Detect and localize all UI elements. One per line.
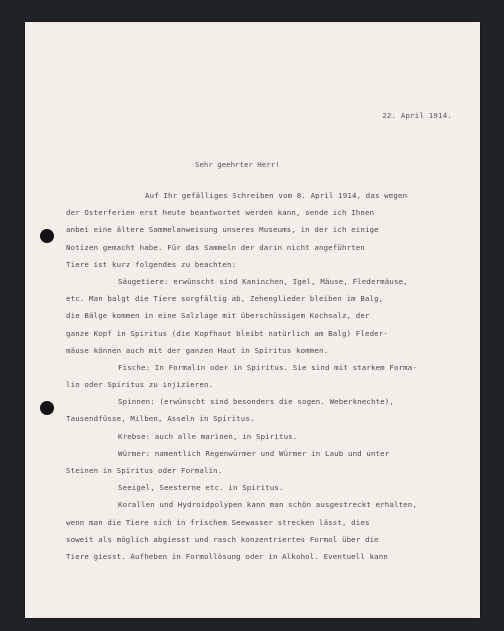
punch-hole-top: [40, 229, 54, 243]
salutation: Sehr geehrter Herr!: [195, 160, 280, 169]
letter-date: 22. April 1914.: [382, 111, 452, 120]
body-line: Tausendfüsse, Milben, Asseln in Spiritus.: [66, 414, 255, 424]
punch-hole-bottom: [40, 401, 54, 415]
body-line: der Osterferien erst heute beantwortet werden kann, sende ich Ihnen: [66, 208, 375, 218]
body-line: anbei eine ältere Sammelanweisung unseres Museums, in der ich einige: [66, 225, 379, 235]
body-line: Korallen und Hydroidpolypen kann man schön ausgestreckt erhalten,: [118, 500, 417, 510]
body-line: Auf Ihr gefälliges Schreiben vom 8. April 1914, das wegen: [145, 191, 408, 200]
body-line: Spinnen: (erwünscht sind besonders die sogen. Weberknechte),: [118, 397, 394, 407]
body-line: Seeigel, Seesterne etc. in Spiritus.: [118, 483, 284, 493]
body-line: die Bälge kommen in eine Salzlage mit überschüssigem Kochsalz, der: [66, 311, 370, 321]
letter-body: [66, 187, 456, 565]
body-line: lin oder Spiritus zu injizieren.: [66, 380, 214, 390]
body-line: Steinen in Spiritus oder Formalin.: [66, 466, 223, 475]
body-line: Würmer: namentlich Regenwürmer und Würmer in Laub und unter: [118, 448, 390, 458]
body-line: etc. Man balgt die Tiere sorgfältig ab, Zehenglieder bleiben im Balg,: [66, 294, 384, 304]
body-line: Fische: In Formalin oder in Spiritus. Sie sind mit starkem Forma-: [118, 362, 417, 372]
body-line: Tiere giesst. Aufheben in Formollösung oder in Alkohol. Eventuell kann: [66, 551, 388, 561]
body-line: ganze Kopf in Spiritus (die Kopfhaut bleibt natürlich am Balg) Fleder-: [66, 328, 388, 338]
body-line: mäuse können auch mit der ganzen Haut in Spiritus kommen.: [66, 345, 329, 355]
body-line: Notizen gemacht habe. Für das Sammeln der darin nicht angeführten: [66, 242, 365, 252]
body-line: Tiere ist kurz folgendes zu beachten:: [66, 259, 237, 269]
body-line: soweit als möglich abgiesst und rasch konzentriertes Formol über die: [66, 534, 379, 544]
body-line: Krebse: auch alle marinen, in Spiritus.: [118, 431, 298, 441]
body-line: Säugetiere: erwünscht sind Kaninchen, Igel, Mäuse, Fledermäuse,: [118, 276, 408, 286]
body-line: wenn man die Tiere sich in frischem Seewasser strecken lässt, dies: [66, 517, 370, 527]
